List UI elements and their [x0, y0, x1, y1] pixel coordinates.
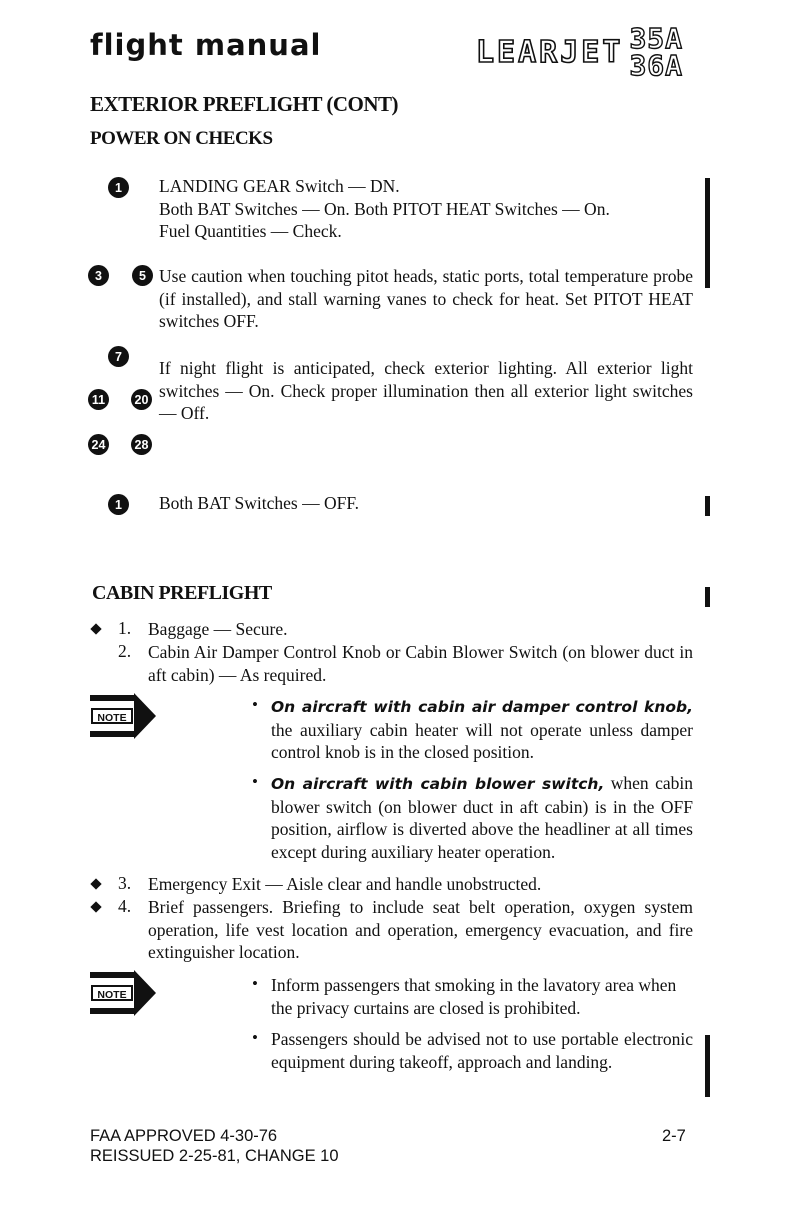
learjet-logo — [476, 22, 683, 82]
note2-item-1: Inform passengers that smoking in the lavatory area when the privacy curtains are closed is prohibited. — [271, 975, 677, 1018]
change-bar — [705, 496, 710, 516]
bullet: • — [252, 1028, 258, 1047]
note1-item-2 — [271, 772, 693, 863]
footer-approval — [90, 1126, 339, 1166]
power-on-block-2: Use caution when touching pitot heads, static ports, total temperature probe (if installed), and stall warning vanes to check for heat. Set PITOT HEAT switches OFF. — [159, 266, 693, 331]
step-number: 2. — [118, 641, 132, 661]
step-badge: 7 — [108, 346, 129, 367]
change-diamond — [90, 878, 101, 889]
change-bar — [705, 1035, 710, 1097]
step-badge: 11 — [88, 389, 109, 410]
bullet: • — [252, 974, 258, 993]
cabin-step-2: Cabin Air Damper Control Knob or Cabin Blower Switch (on blower duct in aft cabin) — As required. — [148, 642, 693, 685]
step-number: 4. — [118, 896, 132, 916]
bullet: • — [252, 695, 258, 714]
step-badge: 28 — [131, 434, 152, 455]
change-diamond — [90, 901, 101, 912]
logo-word: LEARJET — [476, 34, 624, 70]
step-number: 1. — [118, 618, 132, 638]
logo-models — [629, 22, 684, 82]
note-italic: On aircraft with cabin blower switch, — [271, 775, 605, 793]
step-badge: 20 — [131, 389, 152, 410]
cabin-step-4: Brief passengers. Briefing to include seat belt operation, oxygen system operation, life vest location and operation, emergency evacuation, and fire extinguisher location. — [148, 897, 693, 962]
note-label: NOTE — [91, 708, 133, 724]
logo-model-36a: 36A — [629, 49, 684, 82]
section-title: EXTERIOR PREFLIGHT (CONT) — [90, 92, 398, 116]
note-label: NOTE — [91, 985, 133, 1001]
power-on-block-4: Both BAT Switches — OFF. — [159, 493, 360, 513]
power-on-block-3: If night flight is anticipated, check exterior lighting. All exterior light switches — On. Check proper illumination then all exterior light switches — Off. — [159, 358, 693, 423]
footer-line: REISSUED 2-25-81, CHANGE 10 — [90, 1147, 339, 1165]
power-on-block-1 — [159, 175, 699, 243]
change-diamond — [90, 623, 101, 634]
note-text: the auxiliary cabin heater will not operate unless damper control knob is in the closed position. — [271, 719, 693, 762]
step-badge: 1 — [108, 494, 129, 515]
change-bar — [705, 178, 710, 288]
note-icon — [90, 693, 170, 743]
logo-model-35a: 35A — [629, 22, 684, 55]
cabin-step-1: Baggage — Secure. — [148, 619, 288, 639]
step-badge: 3 — [88, 265, 109, 286]
footer-line: FAA APPROVED 4-30-76 — [90, 1127, 278, 1145]
change-bar — [705, 587, 710, 607]
note-icon — [90, 970, 170, 1020]
cabin-step-3: Emergency Exit — Aisle clear and handle unobstructed. — [148, 874, 542, 894]
subsection-title: POWER ON CHECKS — [90, 128, 273, 149]
step-badge: 1 — [108, 177, 129, 198]
note-italic: On aircraft with cabin air damper control knob, — [271, 698, 693, 716]
cabin-title: CABIN PREFLIGHT — [92, 582, 272, 604]
step-badge: 24 — [88, 434, 109, 455]
bullet: • — [252, 772, 258, 791]
note-text: when cabin blower switch (on blower duct in aft cabin) is in the OFF position, airflow is diverted above the headliner at all times except during auxiliary heater operation. — [271, 773, 693, 862]
note2-item-2: Passengers should be advised not to use portable electronic equipment during takeoff, approach and landing. — [271, 1029, 693, 1072]
manual-title: flight manual — [90, 28, 322, 62]
page-number: 2-7 — [662, 1127, 686, 1145]
text-line: LANDING GEAR Switch — DN. — [159, 176, 400, 196]
step-number: 3. — [118, 873, 132, 893]
note1-item-1 — [271, 695, 693, 764]
step-badge: 5 — [132, 265, 153, 286]
text-line: Both BAT Switches — On. Both PITOT HEAT Switches — On. — [159, 198, 610, 219]
text-line: Fuel Quantities — Check. — [159, 221, 342, 241]
